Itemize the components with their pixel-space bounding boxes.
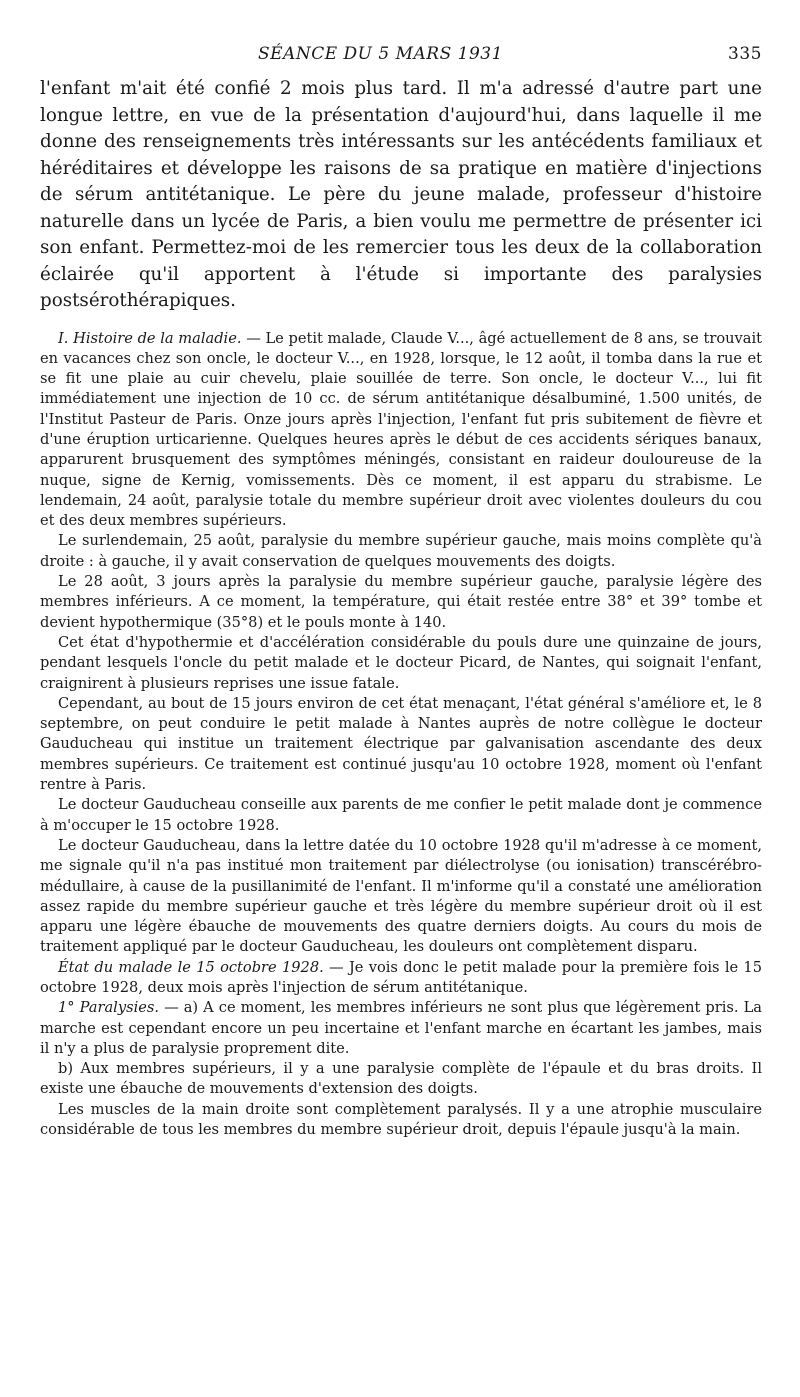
section-label: État du malade le 15 octobre 1928. <box>58 958 324 976</box>
paragraph: b) Aux membres supérieurs, il y a une paralysie complète de l'épaule et du bras droits. Il existe une ébauche de mouvements d'extension des doigts. <box>40 1060 762 1098</box>
paragraph: Cependant, au bout de 15 jours environ de cet état menaçant, l'état général s'améliore et, le 8 septembre, on peut conduire le petit malade à Nantes auprès de notre collègue le docteur Gauducheau qui institue un traitement électrique par galvanisation ascendante des deux membres supérieurs. Ce traitement est continué jusqu'au 10 octobre 1928, moment où l'enfant rentre à Paris. <box>40 694 762 794</box>
paragraph: Le 28 août, 3 jours après la paralysie du membre supérieur gauche, paralysie légère des membres inférieurs. A ce moment, la température, qui était restée entre 38° et 39° tombe et devient hypothermique (35°8) et le pouls monte à 140. <box>40 573 762 631</box>
page-number: 335 <box>728 44 762 64</box>
section-label: 1° Paralysies. <box>58 999 160 1017</box>
paragraph-history: I. Histoire de la maladie. — Le petit malade, Claude V..., âgé actuellement de 8 ans, se trouvait en vacances chez son oncle, le docteur V..., en 1928, lorsque, le 12 août, il tomba dans la rue et se fit une plaie au cuir chevelu, plaie souillée de terre. Son oncle, le docteur V..., lui fit immédiatement une injection de 10 cc. de sérum antitétanique désalbuminé, 1.500 unités, de l'Institut Pasteur de Paris. Onze jours après l'injection, l'enfant fut pris subitement de fièvre et d'une éruption urticarienne. Quelques heures après le début de ces accidents sériques banaux, apparurent brusquement des symptômes méningés, consistant en raideur douloureuse de la nuque, signe de Kernig, vomissements. Dès ce moment, il est apparu du strabisme. Le lendemain, 24 août, paralysie totale du membre supérieur droit avec violentes douleurs du cou et des deux membres supérieurs. <box>40 329 762 530</box>
paragraph-paralyses: 1° Paralysies. — a) A ce moment, les membres inférieurs ne sont plus que légèrement pris. La marche est cependant encore un peu incertaine et l'enfant marche en écartant les jambes, mais il n'y a plus de paralysie proprement dite. <box>40 999 762 1057</box>
paragraph-state: État du malade le 15 octobre 1928. — Je vois donc le petit malade pour la première fois le 15 octobre 1928, deux mois après l'injection de sérum antitétanique. <box>40 958 763 996</box>
paragraph: Le surlendemain, 25 août, paralysie du membre supérieur gauche, mais moins complète qu'à droite : à gauche, il y avait conservation de quelques mouvements des doigts. <box>40 532 762 570</box>
section-label: I. Histoire de la maladie. <box>58 329 242 347</box>
paragraph: Cet état d'hypothermie et d'accélération considérable du pouls dure une quinzaine de jours, pendant lesquels l'oncle du petit malade et le docteur Picard, de Nantes, qui soignait l'enfant, craignirent à plusieurs reprises une issue fatale. <box>40 633 762 692</box>
intro-paragraph: l'enfant m'ait été confié 2 mois plus tard. Il m'a adressé d'autre part une longue lettre, en vue de la présentation d'aujourd'hui, dans laquelle il me donne des renseignements très intéressants sur les antécédents familiaux et héréditaires et développe les raisons de sa pratique en matière d'injections de sérum antitétanique. Le père du jeune malade, professeur d'histoire naturelle dans un lycée de Paris, a bien voulu me permettre de présenter ici son enfant. Permettez-moi de les remercier tous les deux de la collaboration éclairée qu'il apportent à l'étude si importante des paralysies postsérothérapiques. <box>40 78 762 311</box>
case-history <box>40 329 762 1141</box>
intro-section <box>40 76 762 315</box>
running-header <box>40 44 762 64</box>
paragraph: Le docteur Gauducheau, dans la lettre datée du 10 octobre 1928 qu'il m'adresse à ce moment, me signale qu'il n'a pas institué mon traitement par diélectrolyse (ou ionisation) transcérébro-médullaire, à cause de la pusillanimité de l'enfant. Il m'informe qu'il a constaté une amélioration assez rapide du membre supérieur gauche et très légère du membre supérieur droit où il est apparu une légère ébauche de mouvements des quatre derniers doigts. Au cours du mois de traitement appliqué par le docteur Gauducheau, les douleurs ont complètement disparu. <box>40 836 762 956</box>
running-title: SÉANCE DU 5 MARS 1931 <box>258 44 503 64</box>
paragraph: Le docteur Gauducheau conseille aux parents de me confier le petit malade dont je commence à m'occuper le 15 octobre 1928. <box>40 796 762 834</box>
paragraph: Les muscles de la main droite sont complètement paralysés. Il y a une atrophie musculaire considérable de tous les membres du membre supérieur droit, depuis l'épaule jusqu'à la main. <box>40 1100 762 1139</box>
